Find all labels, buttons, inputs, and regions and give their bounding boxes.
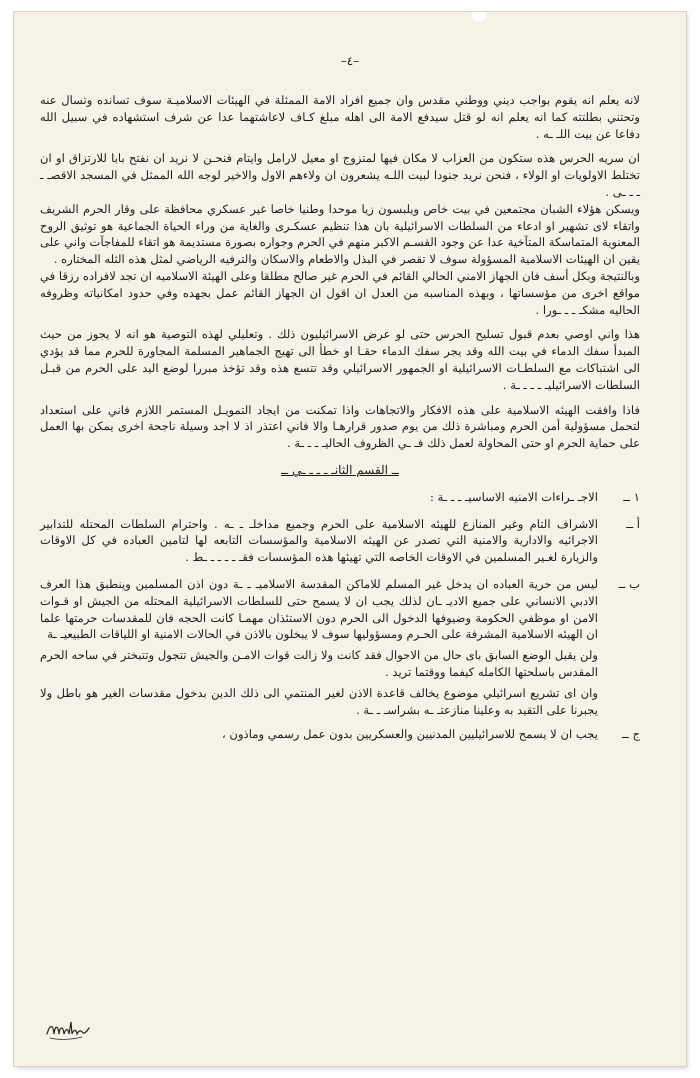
punch-hole [472,12,486,22]
sub-item-paragraph: ليس من حرية العباده ان يدخل غير المسلم للاماكن المقدسة الاسلاميـ ـ ـة دون اذن المسلمين وينطبق هذا العرف الادبي الانساني على جميع الاديـ ـان لذلك يجب ان لا يسمح حتى للسلطات الاسرائيلية المحتله من الجيش او قـوات الامن او موظفي الحكومة وضيوفها الدخول الى الحرم دون الاستئذان مهمـا كانت الحجه فان للمقدسات حرمتها علما ان الهيئه الاسلامية المشرفة على الحـرم ومسؤوليها سوف لا يبخلون بالاذن في الحالات الامنية او اللياقات الطبيعيـ ـة [40,576,598,642]
intro-paragraph: فاذا وافقت الهيئه الاسلامية على هذه الافكار والاتجاهات واذا تمكنت من ايجاد التمويـل المستمر اللازم فاني على استعداد لتحمل مسؤولية أمن الحرم ومباشرة ذلك من يوم صدور قرارهـا والا فاني اعتذر اذ لا اجد وسيلة ناجحة اخرى يمكن بها العمل على حماية الحرم او حتى المحاولة لعمل ذلك فـ ـي الظروف الحاليـ ـ ـ ـة . [40,402,640,451]
spacer [40,318,640,326]
sub-item-paragraph: يجب ان لا يسمح للاسرائيليين المدنيين والعسكريين بدون عمل رسمي وماذون ، [222,727,598,742]
intro-paragraph: وبالنتيجة وبكل أسف فان الجهاز الامني الحالي القائم في الحرم غير صالح مطلقا وعلى الهيئة الاسلاميه ان تجد لافراده رزقا في مواقع اخرى من مؤسساتها ، وبهذه المناسبه من العدل ان اقول ان الجهاز القائم عمل بجهده وفي حدود امكانياته وظروفه الحاليه مشكـ ـ ـ ـورا . [40,268,640,317]
section-item [40,489,640,506]
intro-paragraph: ويسكن هؤلاء الشبان مجتمعين في بيت خاص ويلبسون زيا موحدا وطنيا خاصا غير عسكري محافظة على وقار الحرم الشريف واتقاء لاى تشهير او ادعاء من السلطات الاسرائيلية بان هذا تنظيم عسكـرى والغاية من وراء الحياة الجماعية هو توثيق الروح المعنوية المتماسكة المتآخية عدا عن وجود القسـم الاكبر منهم في الحرم وجواره بصورة مستديمة هو اتقاء للمفاجآت واني على يقين ان الهيئات الاسلامية المسؤولة سوف لا تقصر في البذل والاطعام والاسكان والترفيه الرياضي لمثل هذه الثله المختاره . [40,201,640,267]
section-title [40,462,640,479]
document-body [40,92,640,743]
sub-item-label: ج ــ [622,727,640,742]
sub-item-a [40,516,640,566]
intro-paragraph: لانه يعلم انه يقوم بواجب ديني ووطني مقدس وان جميع افراد الامة الممثلة في الهيئات الاسلاميـة سوف تسانده وتسال عنه وتحتني بطلتته كما انه يعلم انه لو قتل سيدفع الامة الى اهله مبلغ كـاف لاعاشتهما عدا عن شرف استشهاده في سبيل الله دفاعا عن بيت اللـ ـه . [40,93,640,141]
sub-item-paragraph: الاشراف التام وغير المنازع للهيئه الاسلامية على الحرم وجميع مداخلـ ـ ـه . واحترام السلطات المحتله للتدابير الاجرائيه والادارية والامنية التي تصدر عن الهيئه الاسلامية والمؤسسات التابعه لها لتامين العباده في كل الاوقات والزيارة لغـير المسلمين في الاوقات الخاصه التي تهيئها هذه المؤسسات فقـ ـ ـ ـ ـ ـط . [40,516,598,565]
section-title-text: ــ القسم الثانـ ـ ـ ـ ـي ــ [281,462,399,477]
intro-paragraph: هذا واني اوصي بعدم قبول تسليح الحرس حتى لو عرض الاسرائيليون ذلك . وتعليلي لهذه التوصية هو انه لا يجوز من حيث المبدأ سفك الدماء في بيت الله وقد يجر سفك الدماء حقـا او خطأ الى تهيج الجماهير المسلمة المجاورة للحرم مما قد يؤدي الى اشتباكات مع السلطـات الاسرائيلية او الجمهور الاسرائيلي وقد تتسع هذه وقد تؤخذ مبررا لوضع اليد على الحرم من قبـل السلطات الاسرائيليـ ـ ـ ـ ـة . [40,327,640,392]
section-item-number: ١ ــ [623,489,640,504]
page-number: –٤– [340,54,360,68]
spacer [40,394,640,402]
spacer [40,142,640,150]
handwritten-initials [44,1016,92,1042]
sub-item-label: أ ــ [626,516,640,531]
intro-paragraph: ان سريه الحرس هذه ستكون من العزاب لا مكان فيها لمتزوج او معيل لارامل وايتام فنحـن لا نريد ان نفتح بابا للارتزاق او ان تختلط الاولويات او الولاء ، فنحن نريد جنودا لبيت اللـه يشعرون ان ولاءهم الاول والاخير لوجه الله الممثل في المسجد الاقصـ ـ ـ ـ ـى . [40,151,640,199]
section-item-title: الاجـ ـراءات الامنيه الاساسيـ ـ ـ ـة : [429,489,598,504]
sub-item-paragraph: وان اى تشريع اسرائيلي موضوع يخالف قاعدة الاذن لغير المنتمي الى ذلك الدين بدخول مقدسات الغير هو باطل ولا يجبرنا على التقيد به وعلينا منازعتـ ـه بشراسـ ـ ـة . [40,685,598,717]
sub-item-label: ب ــ [618,576,640,591]
sub-item-c [40,726,640,743]
sub-item-paragraph: ولن يقبل الوضع السابق باى حال من الاحوال فقد كانت ولا زالت قوات الامـن والجيش تتجول وتتبختر في ساحه الحرم المقدس باسلحتها الكامله كيفما ووقتما تريد . [40,648,598,679]
sub-item-b [40,576,640,718]
